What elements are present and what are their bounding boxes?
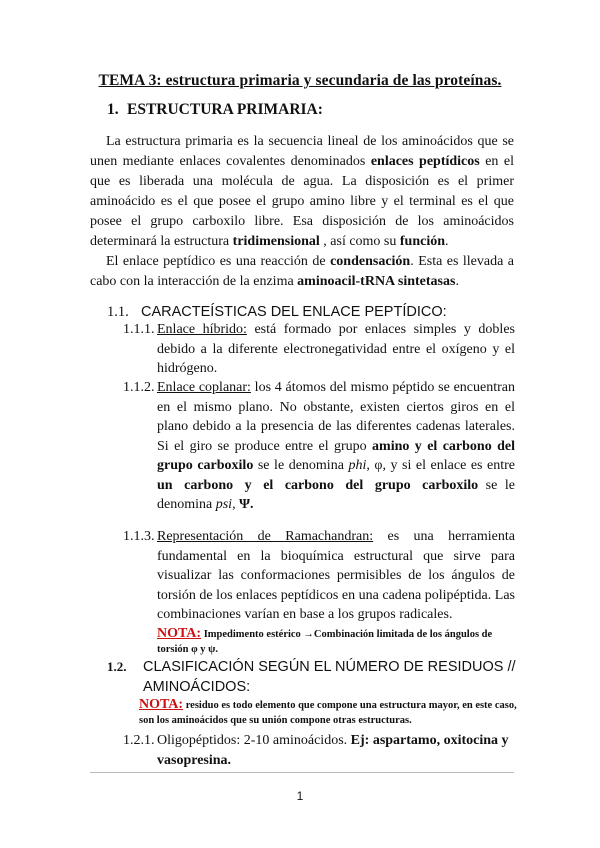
italic-run: phi bbox=[348, 458, 367, 473]
bold-run: condensación bbox=[330, 254, 411, 269]
text-run: se le denomina bbox=[157, 477, 515, 512]
section-title: ESTRUCTURA PRIMARIA: bbox=[127, 101, 323, 118]
bold-run: Ψ. bbox=[239, 497, 254, 512]
note-residue bbox=[139, 697, 519, 728]
text-run: en el que es liberada una molécula de agua. La disposición es el primer aminoácido es el que posee el grupo amino libre y el terminal es el que posee el grupo carboxilo libre. Esa disposición de los aminoácidos determinará la estructura bbox=[90, 154, 514, 249]
section-heading-primary bbox=[107, 101, 323, 119]
text-run: Oligopéptidos: 2-10 aminoácidos. bbox=[157, 733, 351, 748]
subsection-number: 1.1. bbox=[107, 304, 129, 320]
page-number: 1 bbox=[296, 789, 304, 803]
text-run: . Esta es llevada a cabo con la interacción de la enzima bbox=[90, 254, 515, 289]
subsection-title: CLASIFICACIÓN SEGÚN EL NÚMERO DE RESIDUOS // AMINOÁCIDOS: bbox=[143, 659, 516, 695]
text-run: . bbox=[455, 274, 459, 289]
list-item-ramachandran bbox=[123, 527, 515, 625]
list-item-coplanar-bond bbox=[123, 378, 515, 515]
item-term: Enlace híbrido: bbox=[157, 322, 247, 337]
text-run: La estructura primaria es la secuencia lineal de los aminoácidos que se unen mediante enlaces covalentes denominados bbox=[90, 134, 514, 169]
text-run: , bbox=[232, 497, 240, 512]
item-term: Representación de Ramachandran: bbox=[157, 529, 374, 544]
list-item-oligopeptides bbox=[123, 731, 515, 770]
italic-run: psi bbox=[215, 497, 233, 512]
item-number: 1.1.2. bbox=[123, 380, 155, 395]
bold-run: amino y el carbono del grupo carboxilo bbox=[157, 438, 515, 473]
subsection-heading-characteristics bbox=[107, 302, 527, 322]
paragraph-primary-structure bbox=[90, 132, 514, 252]
text-run: es una herramienta fundamental en la bioquímica estructural que sirve para visualizar las conformaciones permisibles de los ángulos de torsión de los enlaces peptídicos en una cadena polipéptida. Las combinaciones varían en base a los grupos radicales. bbox=[157, 529, 515, 622]
document-title: TEMA 3: estructura primaria y secundaria de las proteínas. bbox=[98, 72, 502, 89]
text-run: los 4 átomos del mismo péptido se encuentran en el mismo plano. No obstante, existen ciertos giros en el plano debido a la presencia de las diferentes cadenas laterales. Si el giro se produce entre el grupo bbox=[157, 380, 515, 454]
note-label: NOTA: bbox=[139, 697, 184, 712]
item-term: Enlace coplanar: bbox=[157, 380, 251, 395]
item-number: 1.2.1. bbox=[123, 733, 155, 748]
text-run: , así como su bbox=[319, 234, 400, 249]
section-number: 1. bbox=[107, 101, 119, 118]
subsection-number: 1.2. bbox=[107, 659, 127, 674]
text-run: se le denomina bbox=[253, 458, 349, 473]
note-steric-hindrance bbox=[157, 626, 517, 657]
subsection-heading-classification bbox=[107, 657, 527, 697]
note-text: residuo es todo elemento que compone una estructura mayor, en este caso, son los aminoácidos que su unión compone otras estructuras. bbox=[139, 700, 517, 726]
subsection-title: CARACTEÍSTICAS DEL ENLACE PEPTÍDICO: bbox=[141, 304, 447, 320]
bold-run: Ej: aspartamo, oxitocina y vasopresina. bbox=[157, 733, 509, 768]
note-text: Impedimento estérico →Combinación limitada de los ángulos de torsión φ y ψ. bbox=[157, 629, 493, 655]
item-number: 1.1.3. bbox=[123, 529, 155, 544]
bold-run: enlaces peptídicos bbox=[370, 154, 480, 169]
paragraph-peptide-bond bbox=[90, 252, 514, 292]
text-run: El enlace peptídico es una reacción de bbox=[106, 254, 331, 269]
text-run: , φ, y si el enlace es entre bbox=[366, 458, 515, 473]
bold-run: un carbono y el carbono del grupo carboxilo bbox=[157, 477, 479, 493]
text-run: está formado por enlaces simples y dobles debido a la diferente electronegatividad entre el oxígeno y el hidrógeno. bbox=[157, 322, 515, 376]
bold-run: función bbox=[399, 234, 446, 249]
bold-run: tridimensional bbox=[232, 234, 320, 249]
bold-run: aminoacil-tRNA sintetasas bbox=[297, 274, 456, 289]
footer-divider bbox=[90, 772, 514, 773]
item-number: 1.1.1. bbox=[123, 322, 155, 337]
note-label: NOTA: bbox=[157, 626, 202, 641]
text-run: . bbox=[445, 234, 449, 249]
list-item-hybrid-bond bbox=[123, 320, 515, 379]
